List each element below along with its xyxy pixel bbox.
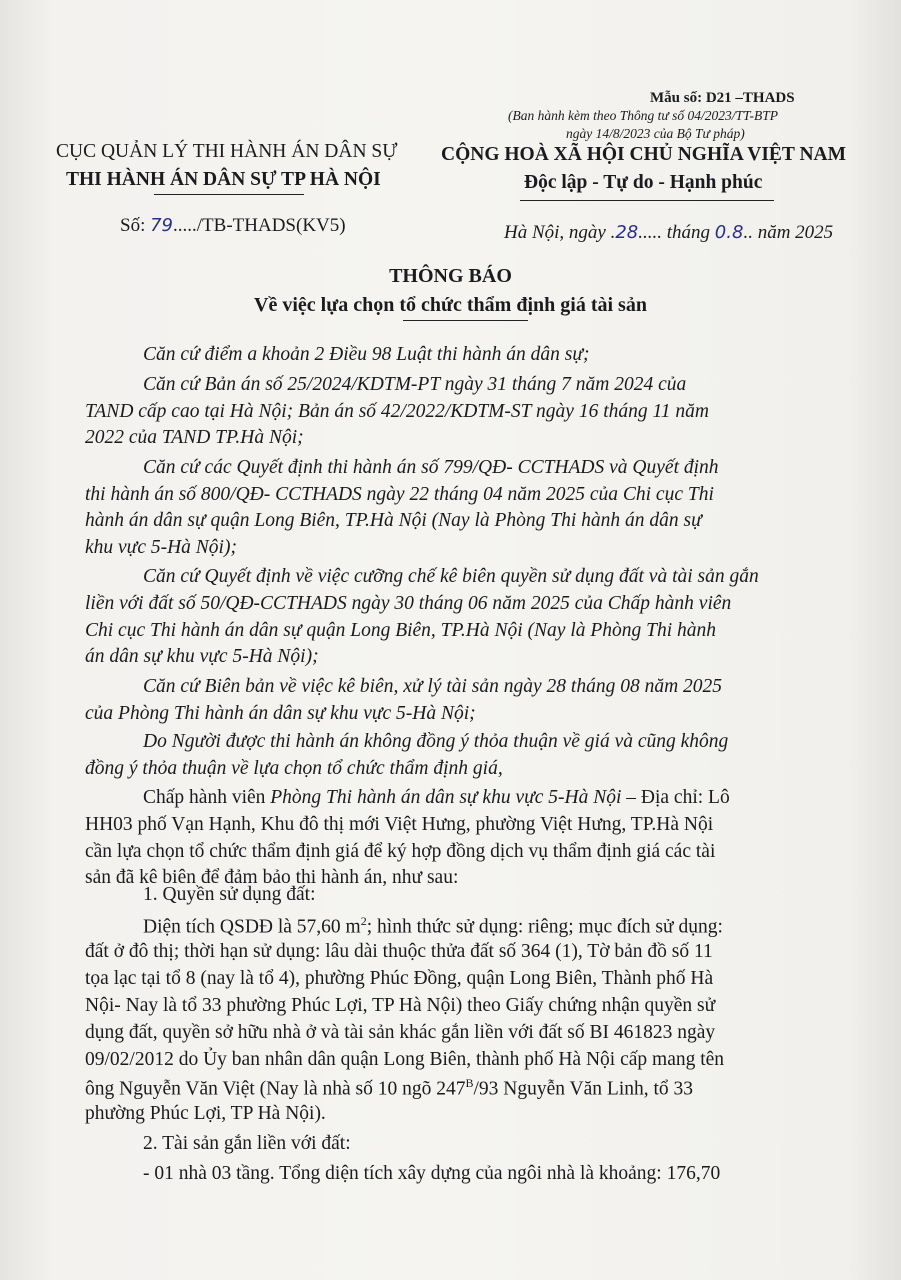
body-line: án dân sự khu vực 5-Hà Nội);	[85, 646, 319, 667]
body-text-italic: Phòng Thi hành án dân sự khu vực 5-Hà Nội	[270, 787, 622, 808]
office-underline	[154, 194, 304, 195]
place-and-date	[504, 222, 833, 244]
body-line: Căn cứ Bản án số 25/2024/KDTM-PT ngày 31 tháng 7 năm 2024 của	[143, 374, 687, 395]
subtitle-underline	[403, 320, 528, 321]
body-text: ; hình thức sử dụng: riêng; mục đích sử dụng:	[366, 916, 723, 938]
body-line: 2022 của TAND TP.Hà Nội;	[85, 427, 304, 448]
section-heading: 2. Tài sản gắn liền với đất:	[143, 1133, 351, 1154]
body-line: Chi cục Thi hành án dân sự quận Long Biên, TP.Hà Nội (Nay là Phòng Thi hành	[85, 620, 717, 641]
body-line: 09/02/2012 do Ủy ban nhân dân quận Long Biên, thành phố Hà Nội cấp mang tên	[85, 1049, 725, 1070]
issuing-agency: CỤC QUẢN LÝ THI HÀNH ÁN DÂN SỰ	[56, 141, 398, 162]
date-mid: ..... tháng	[638, 222, 715, 243]
superscript: B	[465, 1076, 474, 1090]
body-line: liền với đất số 50/QĐ-CCTHADS ngày 30 tháng 06 năm 2025 của Chấp hành viên	[85, 593, 732, 614]
body-line	[85, 1076, 693, 1101]
body-text: Diện tích QSDĐ là 57,60 m	[143, 916, 361, 938]
body-text: – Địa chỉ: Lô	[621, 787, 730, 808]
body-line	[143, 787, 730, 809]
body-line: Căn cứ Quyết định về việc cưỡng chế kê biên quyền sử dụng đất và tài sản gắn	[143, 566, 759, 587]
document-number	[120, 215, 346, 237]
date-prefix: Hà Nội, ngày .	[504, 222, 616, 243]
document-title: THÔNG BÁO	[389, 265, 512, 287]
doc-number-prefix: Số:	[120, 215, 151, 236]
body-line: Do Người được thi hành án không đồng ý thỏa thuận về giá và cũng không	[143, 731, 729, 752]
body-text: /93 Nguyễn Văn Linh, tổ 33	[473, 1078, 694, 1100]
body-line: khu vực 5-Hà Nội);	[85, 537, 237, 558]
date-month-handwritten: 0.8	[714, 222, 744, 243]
document-subtitle: Về việc lựa chọn tổ chức thẩm định giá tài sản	[254, 294, 647, 316]
superscript: 2	[360, 914, 367, 928]
doc-number-suffix: ...../TB-THADS(KV5)	[173, 215, 346, 236]
body-line: hành án dân sự quận Long Biên, TP.Hà Nội (Nay là Phòng Thi hành án dân sự	[85, 510, 702, 531]
body-text: ông Nguyễn Văn Việt (Nay là nhà số 10 ngõ 247	[85, 1078, 466, 1100]
motto-underline	[520, 200, 774, 201]
form-note-line-1: (Ban hành kèm theo Thông tư số 04/2023/TT-BTP	[508, 108, 778, 123]
body-line: Căn cứ các Quyết định thi hành án số 799/QĐ- CCTHADS và Quyết định	[143, 457, 719, 478]
body-line: đồng ý thỏa thuận về lựa chọn tổ chức thẩm định giá,	[85, 758, 503, 779]
form-code: Mẫu số: D21 –THADS	[650, 90, 795, 106]
body-line: dụng đất, quyền sở hữu nhà ở và tài sản khác gắn liền với đất số BI 461823 ngày	[85, 1022, 716, 1043]
body-line: TAND cấp cao tại Hà Nội; Bản án số 42/2022/KDTM-ST ngày 16 tháng 11 năm	[85, 401, 709, 422]
body-line: phường Phúc Lợi, TP Hà Nội).	[85, 1103, 326, 1124]
body-text: Chấp hành viên	[143, 787, 271, 808]
body-line: HH03 phố Vạn Hạnh, Khu đô thị mới Việt Hưng, phường Việt Hưng, TP.Hà Nội	[85, 814, 714, 835]
body-line	[143, 914, 723, 939]
national-title: CỘNG HOÀ XÃ HỘI CHỦ NGHĨA VIỆT NAM	[441, 144, 847, 165]
doc-number-handwritten: 79	[150, 215, 174, 236]
body-line: của Phòng Thi hành án dân sự khu vực 5-Hà Nội;	[85, 703, 476, 724]
body-line: sản đã kê biên để đảm bảo thi hành án, như sau:	[85, 867, 459, 888]
body-line: đất ở đô thị; thời hạn sử dụng: lâu dài thuộc thửa đất số 364 (1), Tờ bản đồ số 11	[85, 941, 713, 962]
body-line: tọa lạc tại tổ 8 (nay là tổ 4), phường Phúc Đồng, quận Long Biên, Thành phố Hà	[85, 968, 714, 989]
national-motto: Độc lập - Tự do - Hạnh phúc	[524, 172, 763, 193]
section-heading: 1. Quyền sử dụng đất:	[143, 884, 316, 905]
issuing-office: THI HÀNH ÁN DÂN SỰ TP HÀ NỘI	[66, 169, 381, 190]
body-line: cần lựa chọn tổ chức thẩm định giá để ký hợp đồng dịch vụ thẩm định giá các tài	[85, 841, 716, 862]
body-line: Nội- Nay là tổ 33 phường Phúc Lợi, TP Hà Nội) theo Giấy chứng nhận quyền sử	[85, 995, 716, 1016]
body-line: Căn cứ Biên bản về việc kê biên, xử lý tài sản ngày 28 tháng 08 năm 2025	[143, 676, 723, 697]
body-line: - 01 nhà 03 tầng. Tổng diện tích xây dựng của ngôi nhà là khoảng: 176,70	[143, 1163, 721, 1184]
body-line: thi hành án số 800/QĐ- CCTHADS ngày 22 tháng 04 năm 2025 của Chi cục Thi	[85, 484, 714, 505]
date-day-handwritten: 28	[615, 222, 639, 243]
date-suffix: .. năm 2025	[743, 222, 834, 243]
body-line: Căn cứ điểm a khoản 2 Điều 98 Luật thi hành án dân sự;	[143, 344, 590, 365]
form-note-line-2: ngày 14/8/2023 của Bộ Tư pháp)	[566, 126, 745, 141]
